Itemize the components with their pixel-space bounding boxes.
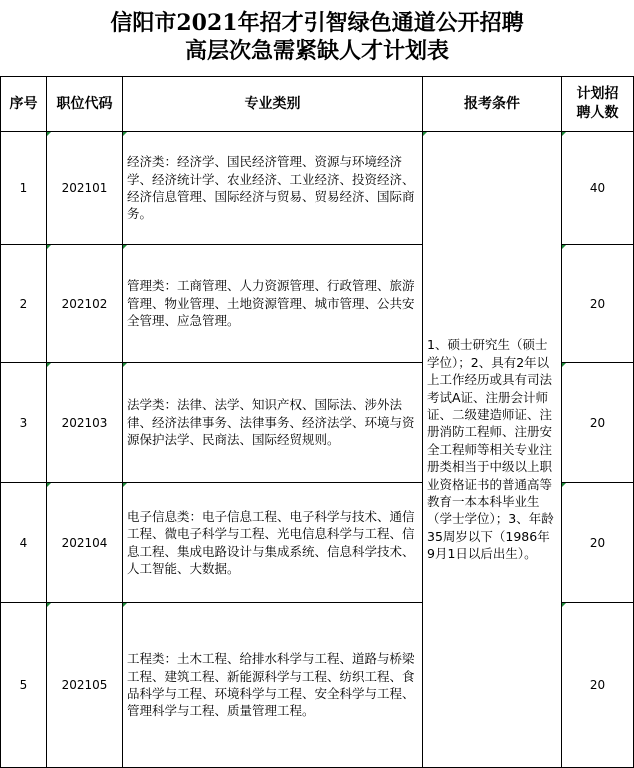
row-major: 电子信息类：电子信息工程、电子科学与技术、通信工程、微电子科学与工程、光电信息科学与工程、信息工程、集成电路设计与集成系统、信息科学技术、人工智能、大数据。	[123, 483, 423, 603]
header-major: 专业类别	[123, 77, 423, 132]
header-plan-line-1: 计划招	[576, 86, 619, 102]
row-major: 法学类：法律、法学、知识产权、国际法、涉外法律、经济法律事务、法律事务、经济法学、环境与资源保护法学、民商法、国际经贸规则。	[123, 363, 423, 483]
row-seq: 4	[1, 483, 47, 603]
row-count: 20	[562, 245, 634, 363]
header-seq: 序号	[1, 77, 47, 132]
header-requirements: 报考条件	[423, 77, 562, 132]
header-code: 职位代码	[47, 77, 123, 132]
row-major: 经济类：经济学、国民经济管理、资源与环境经济学、经济统计学、农业经济、工业经济、投资经济、经济信息管理、国际经济与贸易、贸易经济、国际商务。	[123, 132, 423, 245]
row-code: 202103	[47, 363, 123, 483]
recruitment-plan-table	[0, 76, 634, 768]
row-seq: 5	[1, 603, 47, 768]
title-line-1: 信阳市2021年招才引智绿色通道公开招聘	[110, 10, 524, 36]
row-seq: 1	[1, 132, 47, 245]
table-header-row	[1, 77, 634, 132]
page-title	[0, 0, 634, 76]
row-count: 20	[562, 603, 634, 768]
row-code: 202105	[47, 603, 123, 768]
row-count: 40	[562, 132, 634, 245]
row-seq: 2	[1, 245, 47, 363]
row-code: 202104	[47, 483, 123, 603]
row-code: 202101	[47, 132, 123, 245]
row-count: 20	[562, 363, 634, 483]
header-plan-count	[562, 77, 634, 132]
header-plan-line-2: 聘人数	[576, 105, 619, 121]
requirements-cell: 1、硕士研究生（硕士学位）；2、具有2年以上工作经历或具有司法考试A证、注册会计师证、二级建造师证、注册消防工程师、注册安全工程师等相关专业注册类相当于中级以上职业资格证书的普通高等教育一本本科毕业生（学士学位）；3、年龄35周岁以下（1986年9月1日以后出生）。	[423, 132, 562, 768]
row-major: 管理类：工商管理、人力资源管理、行政管理、旅游管理、物业管理、土地资源管理、城市管理、公共安全管理、应急管理。	[123, 245, 423, 363]
row-seq: 3	[1, 363, 47, 483]
row-count: 20	[562, 483, 634, 603]
title-line-2: 高层次急需紧缺人才计划表	[184, 38, 449, 64]
row-major: 工程类：土木工程、给排水科学与工程、道路与桥梁工程、建筑工程、新能源科学与工程、纺织工程、食品科学与工程、环境科学与工程、安全科学与工程、管理科学与工程、质量管理工程。	[123, 603, 423, 768]
table-row	[1, 132, 634, 245]
row-code: 202102	[47, 245, 123, 363]
